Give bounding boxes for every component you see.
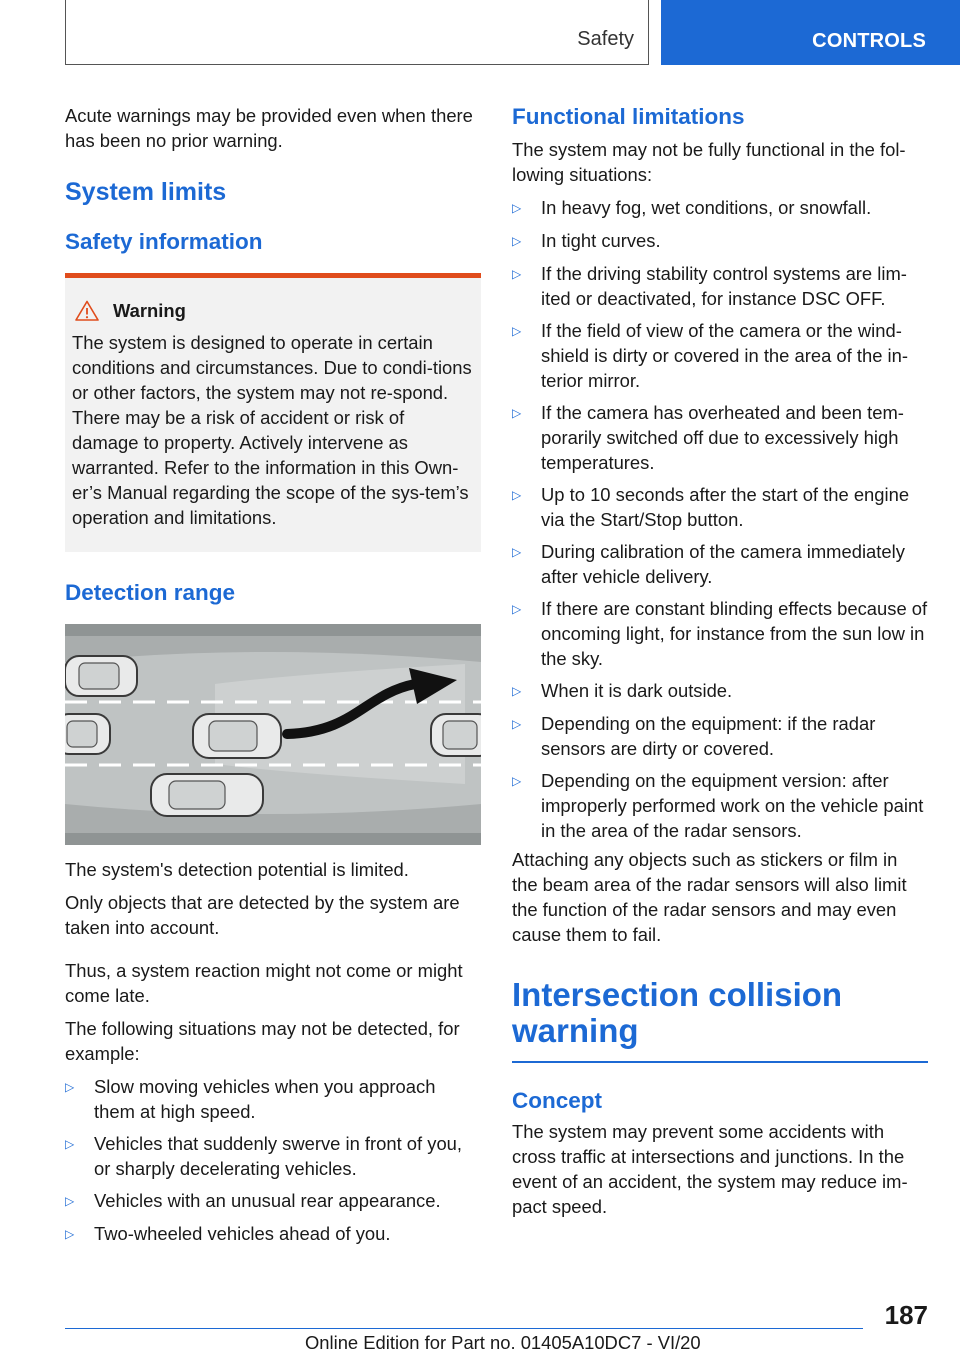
functional-limitations-list (512, 195, 928, 843)
list-item: ▷ In tight curves. (512, 228, 928, 254)
concept-paragraph: The system may prevent some accidents with cross traffic at intersections and junctions. In the event of an accident, the system may reduce im-pact speed. (512, 1121, 908, 1217)
warning-text: The system is designed to operate in certain conditions and circumstances. Due to condi-tions or other factors, the system may not re-spond. There may be a risk of accident or risk of damage to property. Actively intervene as warranted. Refer to the information in this Own-er’s Manual regarding the scope of the sys-tem’s operation and limitations. (72, 332, 472, 528)
detection-p1: The system's detection potential is limited. (65, 859, 409, 880)
heading-system-limits: System limits (65, 178, 227, 206)
detection-p3: Thus, a system reaction might not come or might come late. (65, 960, 463, 1006)
heading-concept: Concept (512, 1088, 602, 1113)
chapter-label: CONTROLS (812, 30, 926, 52)
section-title: Safety (577, 28, 634, 50)
chapter-tab (661, 0, 960, 65)
bullet-triangle-icon: ▷ (512, 717, 522, 731)
attaching-objects-paragraph: Attaching any objects such as stickers or film in the beam area of the radar sensors will also limit the function of the radar sensors and may even cause them to fail. (512, 849, 907, 945)
list-item: ▷ In heavy fog, wet conditions, or snowfall. (512, 195, 928, 221)
heading-intersection-collision-warning: Intersection collision warning (512, 976, 843, 1049)
heading-detection-range: Detection range (65, 580, 236, 605)
bullet-triangle-icon: ▷ (512, 684, 522, 698)
page-number: 187 (884, 1300, 928, 1330)
header-frame (65, 0, 649, 65)
car-top-left (65, 656, 137, 696)
list-item: ▷ Two-wheeled vehicles ahead of you. (65, 1221, 481, 1247)
intro-paragraph: Acute warnings may be provided even when there has been no prior warning. (65, 105, 473, 151)
bullet-triangle-icon: ▷ (512, 774, 522, 788)
road-scene-graphic (65, 624, 481, 845)
detection-p2: Only objects that are detected by the system are taken into account. (65, 892, 460, 938)
heading-safety-information: Safety information (65, 229, 263, 254)
bullet-triangle-icon: ▷ (512, 406, 522, 420)
left-column (65, 103, 481, 1254)
undetected-situations-list (65, 1074, 481, 1247)
bullet-triangle-icon: ▷ (65, 1137, 75, 1151)
warning-title: Warning (113, 300, 186, 321)
section-divider (512, 1061, 928, 1063)
list-item: ▷ If the driving stability control systems are lim-ited or deactivated, for instance DSC OFF. (512, 263, 907, 309)
bullet-triangle-icon: ▷ (65, 1194, 75, 1208)
list-item: ▷ When it is dark outside. (512, 678, 928, 704)
list-item: ▷ Vehicles with an unusual rear appearance. (65, 1188, 481, 1214)
list-item: ▷ During calibration of the camera immediately after vehicle delivery. (512, 541, 905, 587)
bullet-triangle-icon: ▷ (65, 1080, 75, 1094)
bullet-triangle-icon: ▷ (512, 201, 522, 215)
warning-triangle-icon (75, 300, 99, 321)
edition-info: Online Edition for Part no. 01405A10DC7 - VI/20 (305, 1332, 701, 1353)
footer-rule (65, 1328, 863, 1329)
heading-functional-limitations: Functional limitations (512, 104, 745, 129)
list-item: ▷ If the field of view of the camera or the wind-shield is dirty or covered in the area of the in-terior mirror. (512, 320, 908, 391)
list-item: ▷ Depending on the equipment version: after improperly performed work on the vehicle paint in the area of the radar sensors. (512, 770, 924, 841)
car-lower (151, 774, 263, 816)
bullet-triangle-icon: ▷ (512, 234, 522, 248)
bullet-triangle-icon: ▷ (512, 602, 522, 616)
warning-header (72, 298, 474, 323)
warning-box (65, 273, 481, 552)
functional-intro: The system may not be fully functional in the fol-lowing situations: (512, 139, 906, 185)
car-ahead-right (431, 714, 481, 756)
car-mid-left (65, 714, 110, 754)
list-item: ▷ Vehicles that suddenly swerve in front of you, or sharply decelerating vehicles. (65, 1133, 463, 1179)
detection-p4: The following situations may not be detected, for example: (65, 1018, 460, 1064)
bullet-triangle-icon: ▷ (512, 545, 522, 559)
list-item: ▷ If the camera has overheated and been tem-porarily switched off due to excessively high temperatures. (512, 402, 904, 473)
bullet-triangle-icon: ▷ (65, 1227, 75, 1241)
list-item: ▷ Up to 10 seconds after the start of the engine via the Start/Stop button. (512, 484, 910, 530)
bullet-triangle-icon: ▷ (512, 267, 522, 281)
list-item: ▷ If there are constant blinding effects because of oncoming light, for instance from the sun low in the sky. (512, 598, 928, 669)
list-item: ▷ Depending on the equipment: if the radar sensors are dirty or covered. (512, 713, 876, 759)
right-column (512, 103, 928, 1219)
detection-range-illustration (65, 624, 481, 845)
list-item: ▷ Slow moving vehicles when you approach them at high speed. (65, 1076, 436, 1122)
car-own-vehicle (193, 714, 281, 758)
bullet-triangle-icon: ▷ (512, 324, 522, 338)
bullet-triangle-icon: ▷ (512, 488, 522, 502)
